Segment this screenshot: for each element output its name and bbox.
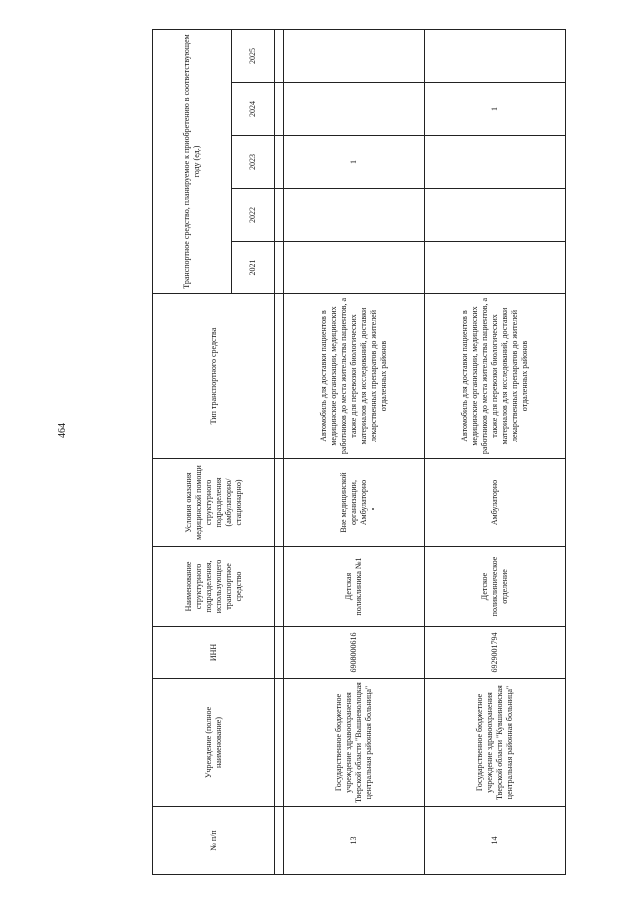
row-inn: 6929001794 <box>425 627 566 679</box>
row-vehicle-type: Автомобиль для доставки пациентов в медицинские организации, медицинских работников до места жительства пациентов, а также для перевозки биологических материалов для исследований, доставки лекарственных препаратов до жителей отдаленных районов <box>425 294 566 459</box>
row-year-2024 <box>284 83 425 136</box>
row-unit: Детское поликлиническое отделение <box>425 547 566 627</box>
header-planned: Транспортное средство, планируемое к приобретению в соответствующем году (ед.) <box>153 30 232 294</box>
spacer-row <box>275 30 284 875</box>
row-year-2022 <box>425 189 566 242</box>
row-year-2024: 1 <box>425 83 566 136</box>
table-row <box>425 30 566 875</box>
header-num: № п/п <box>153 807 275 875</box>
header-year-2023: 2023 <box>232 136 275 189</box>
table-row <box>284 30 425 875</box>
row-num: 13 <box>284 807 425 875</box>
header-year-2025: 2025 <box>232 30 275 83</box>
row-year-2025 <box>284 30 425 83</box>
row-conditions: Вне медицинской организации, Амбулаторно <box>284 459 425 547</box>
row-year-2023: 1 <box>284 136 425 189</box>
header-unit: Наименование структурного подразделения, использующего транспортное средство <box>153 547 275 627</box>
row-year-2025 <box>425 30 566 83</box>
row-unit: Детская поликлиника №1 <box>284 547 425 627</box>
row-year-2021 <box>425 242 566 294</box>
row-year-2023 <box>425 136 566 189</box>
row-year-2022 <box>284 189 425 242</box>
header-year-2021: 2021 <box>232 242 275 294</box>
row-inn: 6908000616 <box>284 627 425 679</box>
row-institution: Государственное бюджетное учреждение здравоохранения Тверской области "Вышневолоцкая центральная районная больница" <box>284 679 425 807</box>
header-year-2022: 2022 <box>232 189 275 242</box>
row-institution: Государственное бюджетное учреждение здравоохранения Тверской области "Кувшиновская центральная районная больница" <box>425 679 566 807</box>
page-number: 464 <box>57 423 68 438</box>
scan-speck <box>372 508 374 510</box>
vehicle-plan-table <box>152 29 566 875</box>
header-vehicle-type: Тип транспортного средства <box>153 294 275 459</box>
row-year-2021 <box>284 242 425 294</box>
header-conditions: Условия оказания медицинской помощи структурного подразделения (амбулаторно/ стационарно) <box>153 459 275 547</box>
header-institution: Учреждение (полное наименование) <box>153 679 275 807</box>
rotated-table-container <box>152 30 552 875</box>
row-vehicle-type: Автомобиль для доставки пациентов в медицинские организации, медицинских работников до места жительства пациентов, а также для перевозки биологических материалов для исследований, доставки лекарственных препаратов до жителей отдаленных районов <box>284 294 425 459</box>
row-num: 14 <box>425 807 566 875</box>
header-year-2024: 2024 <box>232 83 275 136</box>
row-conditions: Амбулаторно <box>425 459 566 547</box>
header-inn: ИНН <box>153 627 275 679</box>
